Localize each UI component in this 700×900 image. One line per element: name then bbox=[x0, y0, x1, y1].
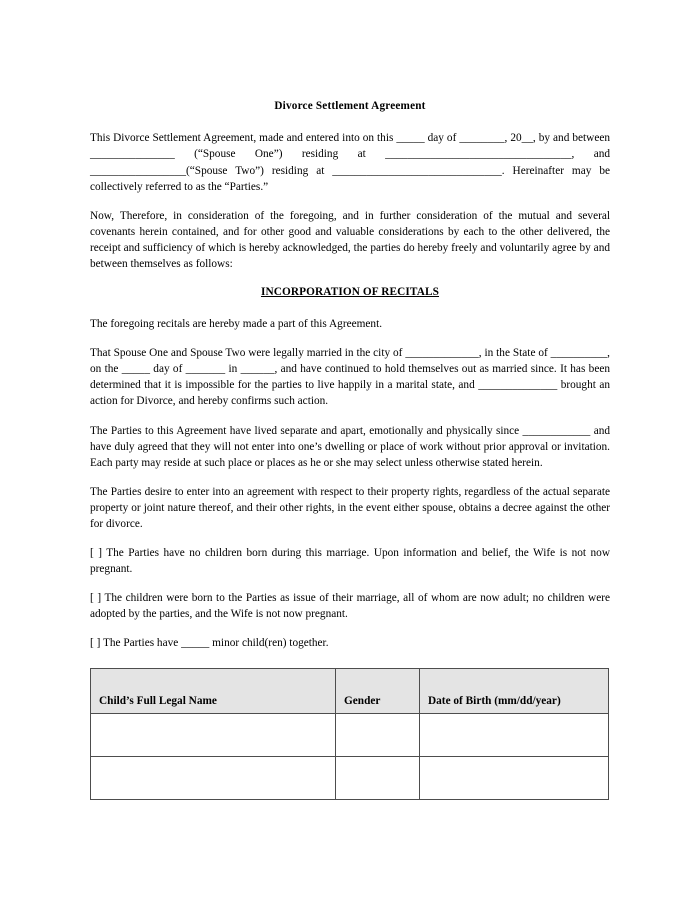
cell-date-of-birth[interactable] bbox=[420, 756, 609, 799]
children-table-body bbox=[91, 713, 609, 799]
checkbox-option-minor-children[interactable]: [ ] The Parties have _____ minor child(ren) together. bbox=[90, 636, 329, 649]
column-header-date-of-birth: Date of Birth (mm/dd/year) bbox=[420, 668, 609, 713]
paragraph-separate-apart: The Parties to this Agreement have lived separate and apart, emotionally and physically since ____________ and have duly agreed that they will not enter into one’s dwelling or place of work without prior approval or invitation. Each party may reside at such place or places as he or she may select unless otherwise stated herein. bbox=[90, 424, 610, 469]
paragraph-consideration: Now, Therefore, in consideration of the foregoing, and in further consideration of the mutual and several covenants herein contained, and for other good and valuable considerations by each to the other delivered, the receipt and sufficiency of which is hereby acknowledged, the parties do hereby freely and voluntarily agree by and between themselves as follows: bbox=[90, 209, 610, 270]
paragraph-intro: This Divorce Settlement Agreement, made and entered into on this _____ day of ________, 20__, by and between _______________ (“Spouse One”) residing at _________________________________, and _________________(“Spouse Two”) residing at ______________________________. Hereinafter may be collectively referred to as the “Parties.” bbox=[90, 132, 610, 193]
children-table bbox=[90, 668, 609, 800]
cell-gender[interactable] bbox=[336, 713, 420, 756]
cell-child-name[interactable] bbox=[91, 713, 336, 756]
checkbox-option-adult-children[interactable]: [ ] The children were born to the Parties as issue of their marriage, all of whom are now adult; no children were adopted by the parties, and the Wife is not now pregnant. bbox=[90, 591, 610, 620]
table-row bbox=[91, 713, 609, 756]
cell-child-name[interactable] bbox=[91, 756, 336, 799]
page-title: Divorce Settlement Agreement bbox=[274, 100, 426, 112]
table-header-row bbox=[91, 668, 609, 713]
section-heading-incorporation-of-recitals: INCORPORATION OF RECITALS bbox=[260, 285, 440, 298]
paragraph-recitals-part: The foregoing recitals are hereby made a part of this Agreement. bbox=[90, 318, 383, 331]
table-row bbox=[91, 756, 609, 799]
cell-date-of-birth[interactable] bbox=[420, 713, 609, 756]
paragraph-marriage-facts: That Spouse One and Spouse Two were legally married in the city of _____________, in the State of __________, on the _____ day of _______ in ______, and have continued to hold themselves out as married since. It has been determined that it is impossible for the parties to live happily in a marital state, and ______________ brought an action for Divorce, and hereby confirms such action. bbox=[90, 347, 610, 408]
column-header-gender: Gender bbox=[336, 668, 420, 713]
children-table-header bbox=[91, 668, 609, 713]
cell-gender[interactable] bbox=[336, 756, 420, 799]
checkbox-option-no-children[interactable]: [ ] The Parties have no children born during this marriage. Upon information and belief, the Wife is not now pregnant. bbox=[90, 546, 610, 575]
paragraph-property-rights: The Parties desire to enter into an agreement with respect to their property rights, regardless of the actual separate property or joint nature thereof, and their other rights, in the event either spouse, obtains a decree against the other for divorce. bbox=[90, 485, 610, 530]
column-header-child-name: Child’s Full Legal Name bbox=[91, 668, 336, 713]
